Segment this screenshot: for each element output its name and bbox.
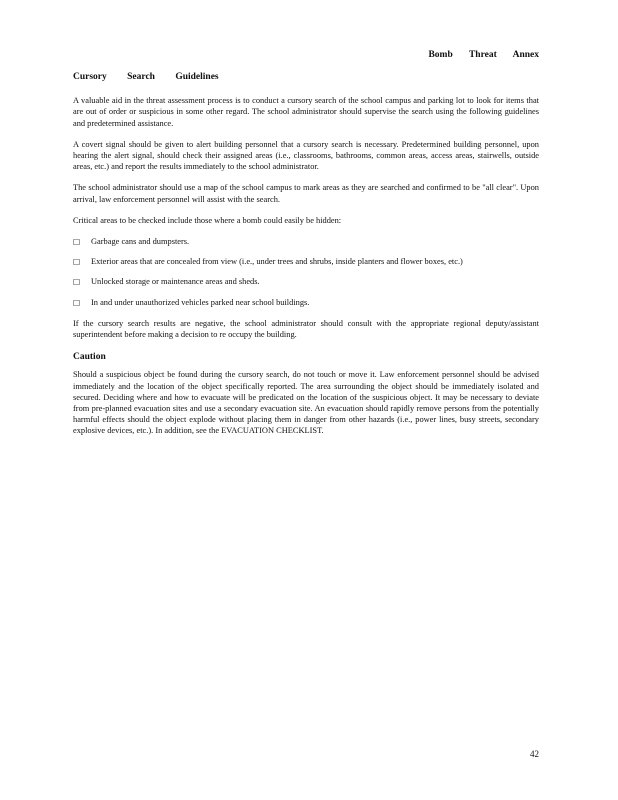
checkbox-bullet-icon: □ <box>73 237 81 247</box>
paragraph-critical-areas: Critical areas to be checked include those where a bomb could easily be hidden: <box>73 215 342 225</box>
list-item <box>73 297 539 308</box>
paragraph-covert-signal: A covert signal should be given to alert building personnel that a cursory search is necessary. Predetermined building personnel, upon hearing the alert signal, should check their assigned areas (i.e., classrooms, bathrooms, common areas, access areas, stairwells, outside areas, etc.) and report the results immediately to the school administrator. <box>73 139 539 172</box>
paragraph-negative-results: If the cursory search results are negative, the school administrator should consult with the appropriate regional deputy/assistant superintendent before making a decision to re occupy the building. <box>73 318 539 340</box>
paragraph-intro: A valuable aid in the threat assessment process is to conduct a cursory search of the school campus and parking lot to look for items that are out of order or suspicious in some other regard. The school administrator should supervise the search using the following guidelines and predetermined assistance. <box>73 96 539 128</box>
list-item <box>73 236 539 247</box>
list-item-text: Garbage cans and dumpsters. <box>91 237 190 247</box>
section-heading-cursory-search: Cursory Search Guidelines <box>73 72 219 82</box>
list-item-text: Exterior areas that are concealed from view (i.e., under trees and shrubs, inside planters and flower boxes, etc.) <box>91 257 463 267</box>
page-number: 42 <box>530 749 539 759</box>
document-body <box>73 72 539 447</box>
list-item <box>73 276 539 287</box>
critical-areas-list <box>73 236 539 308</box>
list-item-text: Unlocked storage or maintenance areas and sheds. <box>91 277 260 287</box>
list-item-text: In and under unauthorized vehicles parked near school buildings. <box>91 297 310 307</box>
checkbox-bullet-icon: □ <box>73 277 81 287</box>
page-header: Bomb Threat Annex <box>428 50 539 60</box>
list-item <box>73 256 539 267</box>
paragraph-caution: Should a suspicious object be found during the cursory search, do not touch or move it. Law enforcement personnel should be advised immediately and the location of the object specifically reported. The area surrounding the object should be immediately isolated and secured. Deciding where and how to evacuate will be predicated on the location of the suspicious object. It may be necessary to deviate from pre-planned evacuation sites and use a secondary evacuation site. An evacuation should rapidly remove persons from the potentially harmful effects should the object explode without placing them in danger from other hazards (i.e., power lines, busy streets, secondary explosive devices, etc.). In addition, see the EVACUATION CHECKLIST. <box>73 370 539 436</box>
paragraph-map: The school administrator should use a map of the school campus to mark areas as they are searched and confirmed to be "all clear". Upon arrival, law enforcement personnel will assist with the search. <box>73 183 539 204</box>
checkbox-bullet-icon: □ <box>73 297 81 307</box>
checkbox-bullet-icon: □ <box>73 257 81 267</box>
section-heading-caution: Caution <box>73 352 106 363</box>
